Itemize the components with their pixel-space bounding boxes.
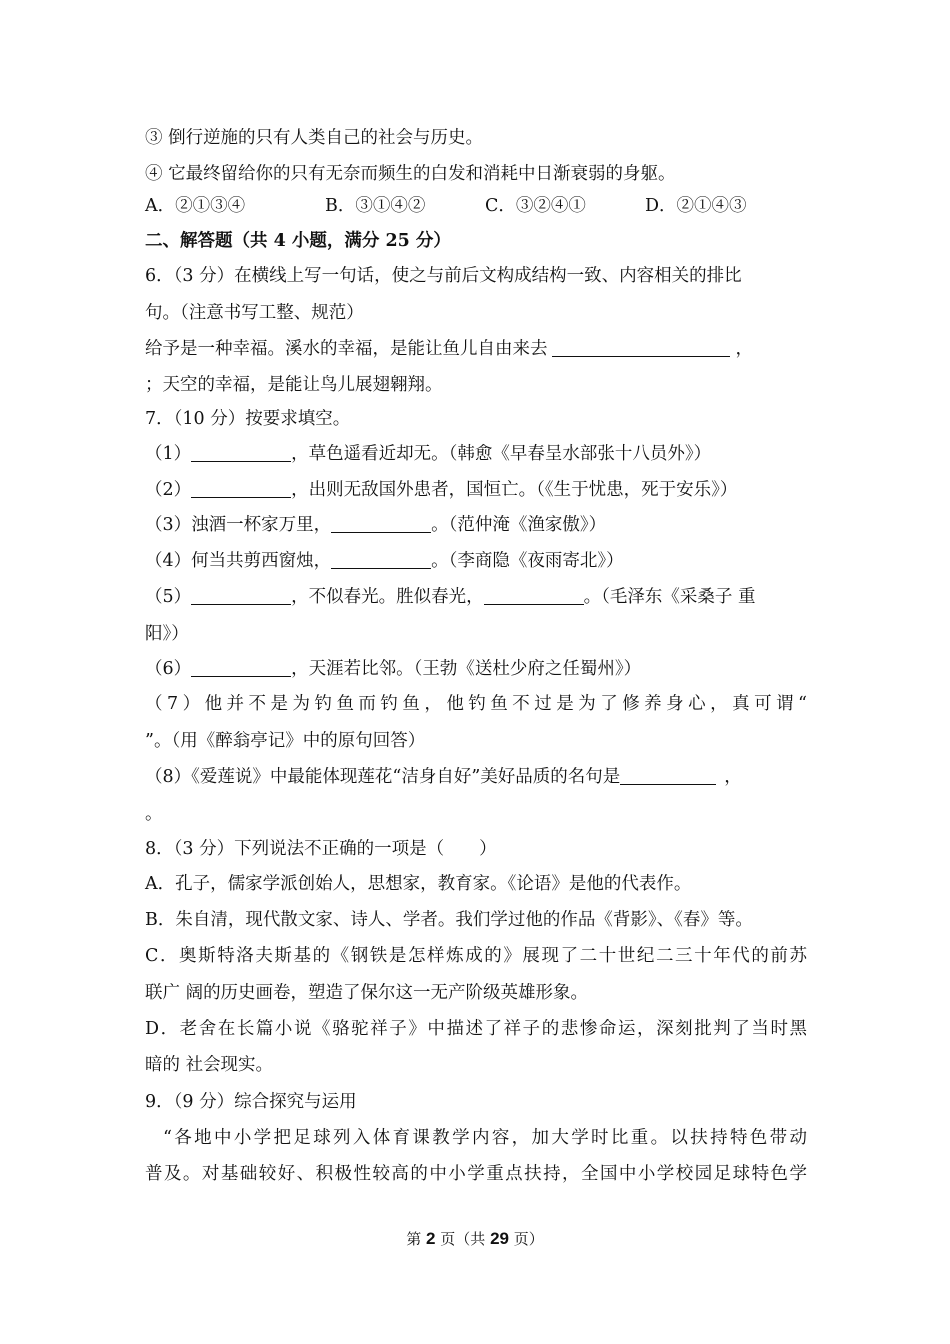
q7-item-5 xyxy=(145,585,755,609)
q6-prompt xyxy=(145,337,753,361)
q7-1-blank[interactable] xyxy=(191,443,291,462)
option-line-3: ③ 倒行逆施的只有人类自己的社会与历史。 xyxy=(145,128,484,148)
q7-6-label: （6） xyxy=(145,659,192,679)
q7-8-blank[interactable] xyxy=(620,766,716,785)
q9-paragraph-line-1: “各地中小学把足球列入体育课教学内容，加大学时比重。以扶持特色带动 xyxy=(163,1128,807,1148)
q7-5-label: （5） xyxy=(145,587,192,607)
footer-suffix: 页） xyxy=(513,1230,544,1248)
q8-choice-d: D．老舍在长篇小说《骆驼祥子》中描述了祥子的悲惨命运，深刻批判了当时黑 xyxy=(145,1019,807,1039)
q7-2-label: （2） xyxy=(145,480,192,500)
q7-4-source: 。（李商隐《夜雨寄北》） xyxy=(431,551,624,571)
footer-total-pages: 29 xyxy=(490,1229,509,1248)
footer-page-number: 2 xyxy=(426,1229,436,1248)
choice-d: D．②①④③ xyxy=(645,196,747,216)
q9-stem: 9．（9 分）综合探究与运用 xyxy=(145,1092,357,1112)
q6-prompt-text: 给予是一种幸福。溪水的幸福，是能让鱼儿自由来去 xyxy=(145,339,548,359)
q8-choice-b: B．朱自清，现代散文家、诗人、学者。我们学过他的作品《背影》、《春》等。 xyxy=(145,910,753,930)
q6-comma: ， xyxy=(735,339,753,359)
q7-5-blank-2[interactable] xyxy=(484,586,584,605)
q5-choices xyxy=(145,194,747,218)
q7-4-text: （4）何当共剪西窗烛， xyxy=(145,551,332,571)
q7-item-4 xyxy=(145,549,624,573)
q8-choice-a: A．孔子，儒家学派创始人，思想家，教育家。《论语》是他的代表作。 xyxy=(145,874,692,894)
q6-note: 句。（注意书写工整、规范） xyxy=(145,303,364,323)
q7-3-text: （3）浊酒一杯家万里， xyxy=(145,515,332,535)
q7-4-blank[interactable] xyxy=(331,550,431,569)
q7-item-8-end: 。 xyxy=(145,804,163,824)
q7-6-blank[interactable] xyxy=(191,658,291,677)
q7-8-text: （8）《爱莲说》中最能体现莲花“洁身自好”美好品质的名句是 xyxy=(145,767,621,787)
q7-5-source: 。（毛泽东《采桑子 重 xyxy=(583,587,756,607)
q7-item-6 xyxy=(145,657,641,681)
q8-choice-c: C．奥斯特洛夫斯基的《钢铁是怎样炼成的》展现了二十世纪二三十年代的前苏 xyxy=(145,946,807,966)
choice-a: A．②①③④ xyxy=(145,196,246,216)
q7-8-comma: ， xyxy=(724,767,742,787)
q7-1-text: ，草色遥看近却无。（韩愈《早春呈水部张十八员外》） xyxy=(291,444,712,464)
q7-stem: 7．（10 分）按要求填空。 xyxy=(145,409,351,429)
q7-2-blank[interactable] xyxy=(191,479,291,498)
q7-2-text: ，出则无敌国外患者，国恒亡。（《生于忧患，死于安乐》） xyxy=(291,480,738,500)
footer-mid: 页（共 xyxy=(440,1230,486,1248)
q8-choice-c-cont: 联广 阔的历史画卷，塑造了保尔这一无产阶级英雄形象。 xyxy=(145,983,589,1003)
q7-item-1 xyxy=(145,442,711,466)
q9-paragraph-line-2: 普及。对基础较好、积极性较高的中小学重点扶持，全国中小学校园足球特色学 xyxy=(145,1164,807,1184)
q8-stem: 8．（3 分）下列说法不正确的一项是（ ） xyxy=(145,839,497,859)
q7-3-source: 。（范仲淹《渔家傲》） xyxy=(431,515,607,535)
q8-choice-d-cont: 暗的 社会现实。 xyxy=(145,1055,274,1075)
q7-6-text: ，天涯若比邻。（王勃《送杜少府之任蜀州》） xyxy=(291,659,642,679)
section-heading: 二、解答题（共 4 小题，满分 25 分） xyxy=(145,231,451,251)
option-line-4: ④ 它最终留给你的只有无奈而频生的白发和消耗中日渐衰弱的身躯。 xyxy=(145,164,676,184)
q6-answer-blank[interactable] xyxy=(552,338,730,357)
q7-item-8 xyxy=(145,765,742,789)
q6-stem: 6．（3 分）在横线上写一句话，使之与前后文构成结构一致、内容相关的排比 xyxy=(145,266,742,286)
q7-5-blank-1[interactable] xyxy=(191,586,291,605)
q7-3-blank[interactable] xyxy=(331,514,431,533)
page-footer xyxy=(0,1228,950,1250)
q7-1-label: （1） xyxy=(145,444,192,464)
q7-item-5-cont: 阳》） xyxy=(145,624,189,644)
q7-item-3 xyxy=(145,513,606,537)
footer-prefix: 第 xyxy=(406,1230,422,1248)
q7-item-2 xyxy=(145,478,737,502)
q7-item-7: （7）他并不是为钓鱼而钓鱼，他钓鱼不过是为了修养身心，真可谓“ xyxy=(145,694,807,714)
q7-5-text: ，不似春光。胜似春光， xyxy=(291,587,484,607)
choice-b: B．③①④② xyxy=(325,196,426,216)
q7-item-7-cont: ”。（用《醉翁亭记》中的原句回答） xyxy=(145,731,426,751)
q6-prompt-end: ；天空的幸福，是能让鸟儿展翅翱翔。 xyxy=(145,375,443,395)
choice-c: C．③②④① xyxy=(485,196,586,216)
